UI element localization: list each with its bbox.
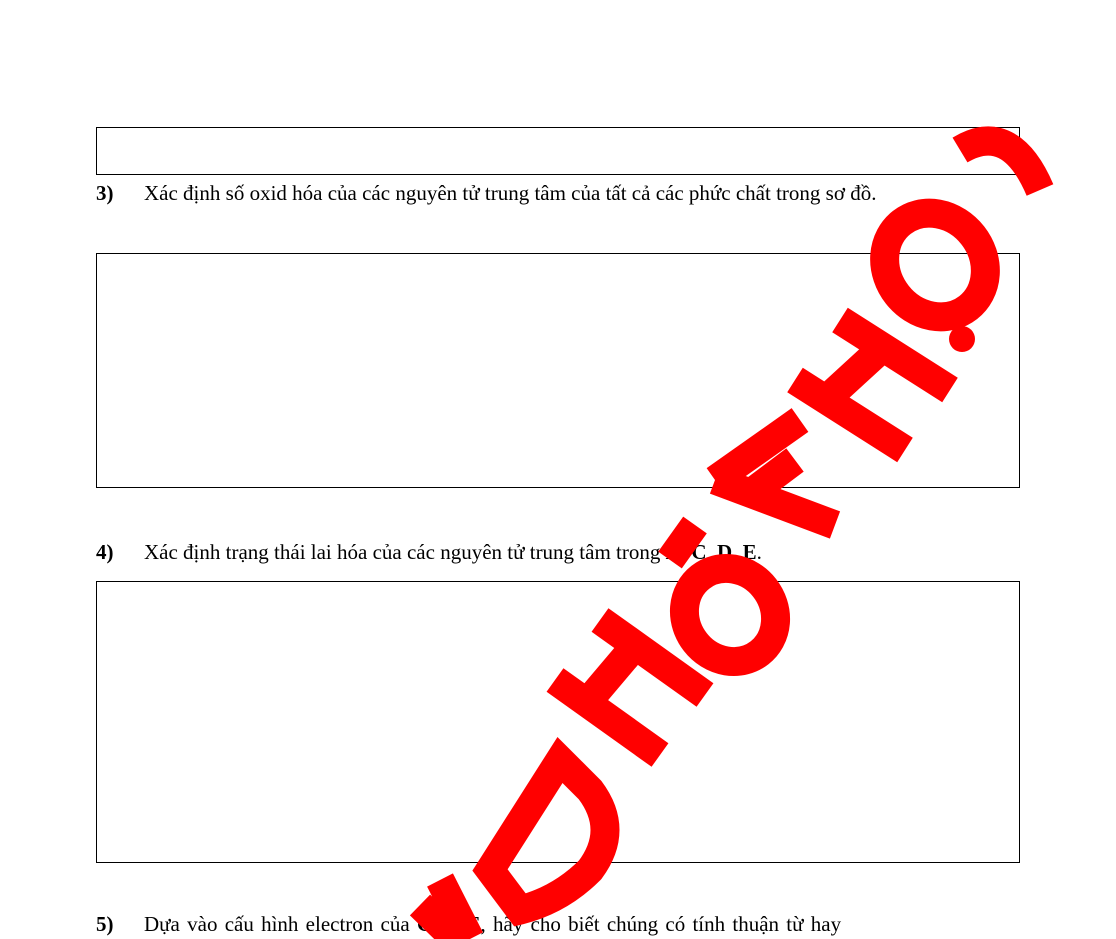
- separator: ,: [732, 540, 743, 564]
- question-5: [96, 909, 1021, 939]
- compound-d: D: [716, 540, 733, 564]
- compound-c: C: [691, 540, 707, 564]
- question-4-text-suffix: .: [756, 540, 762, 564]
- answer-box-q4[interactable]: [96, 581, 1020, 863]
- question-5-text: [144, 909, 1021, 939]
- answer-box-q3[interactable]: [96, 253, 1020, 488]
- compound-a: A: [665, 540, 681, 564]
- separator: ,: [706, 540, 717, 564]
- question-4-text-prefix: Xác định trạng thái lai hóa của các nguyên tử trung tâm trong: [144, 540, 666, 564]
- compound-e-ref: E: [466, 912, 481, 936]
- question-5-text-middle: và: [432, 912, 467, 936]
- question-4: [96, 537, 1021, 567]
- question-3-number: 3): [96, 181, 114, 205]
- separator: ,: [680, 540, 692, 564]
- question-5-text-prefix: Dựa vào cấu hình electron của: [144, 912, 417, 936]
- question-4-text: [144, 537, 1021, 567]
- compound-e: E: [742, 540, 757, 564]
- question-5-number: 5): [96, 912, 114, 936]
- question-3: [96, 178, 1021, 208]
- question-3-text: Xác định số oxid hóa của các nguyên tử trung tâm của tất cả các phức chất trong sơ đồ.: [144, 181, 877, 205]
- question-4-number: 4): [96, 540, 114, 564]
- answer-box-q2[interactable]: [96, 127, 1020, 175]
- question-5-text-rest: , hãy cho biết chúng có tính thuận từ hay: [480, 912, 842, 936]
- compound-c-ref: C: [416, 912, 433, 936]
